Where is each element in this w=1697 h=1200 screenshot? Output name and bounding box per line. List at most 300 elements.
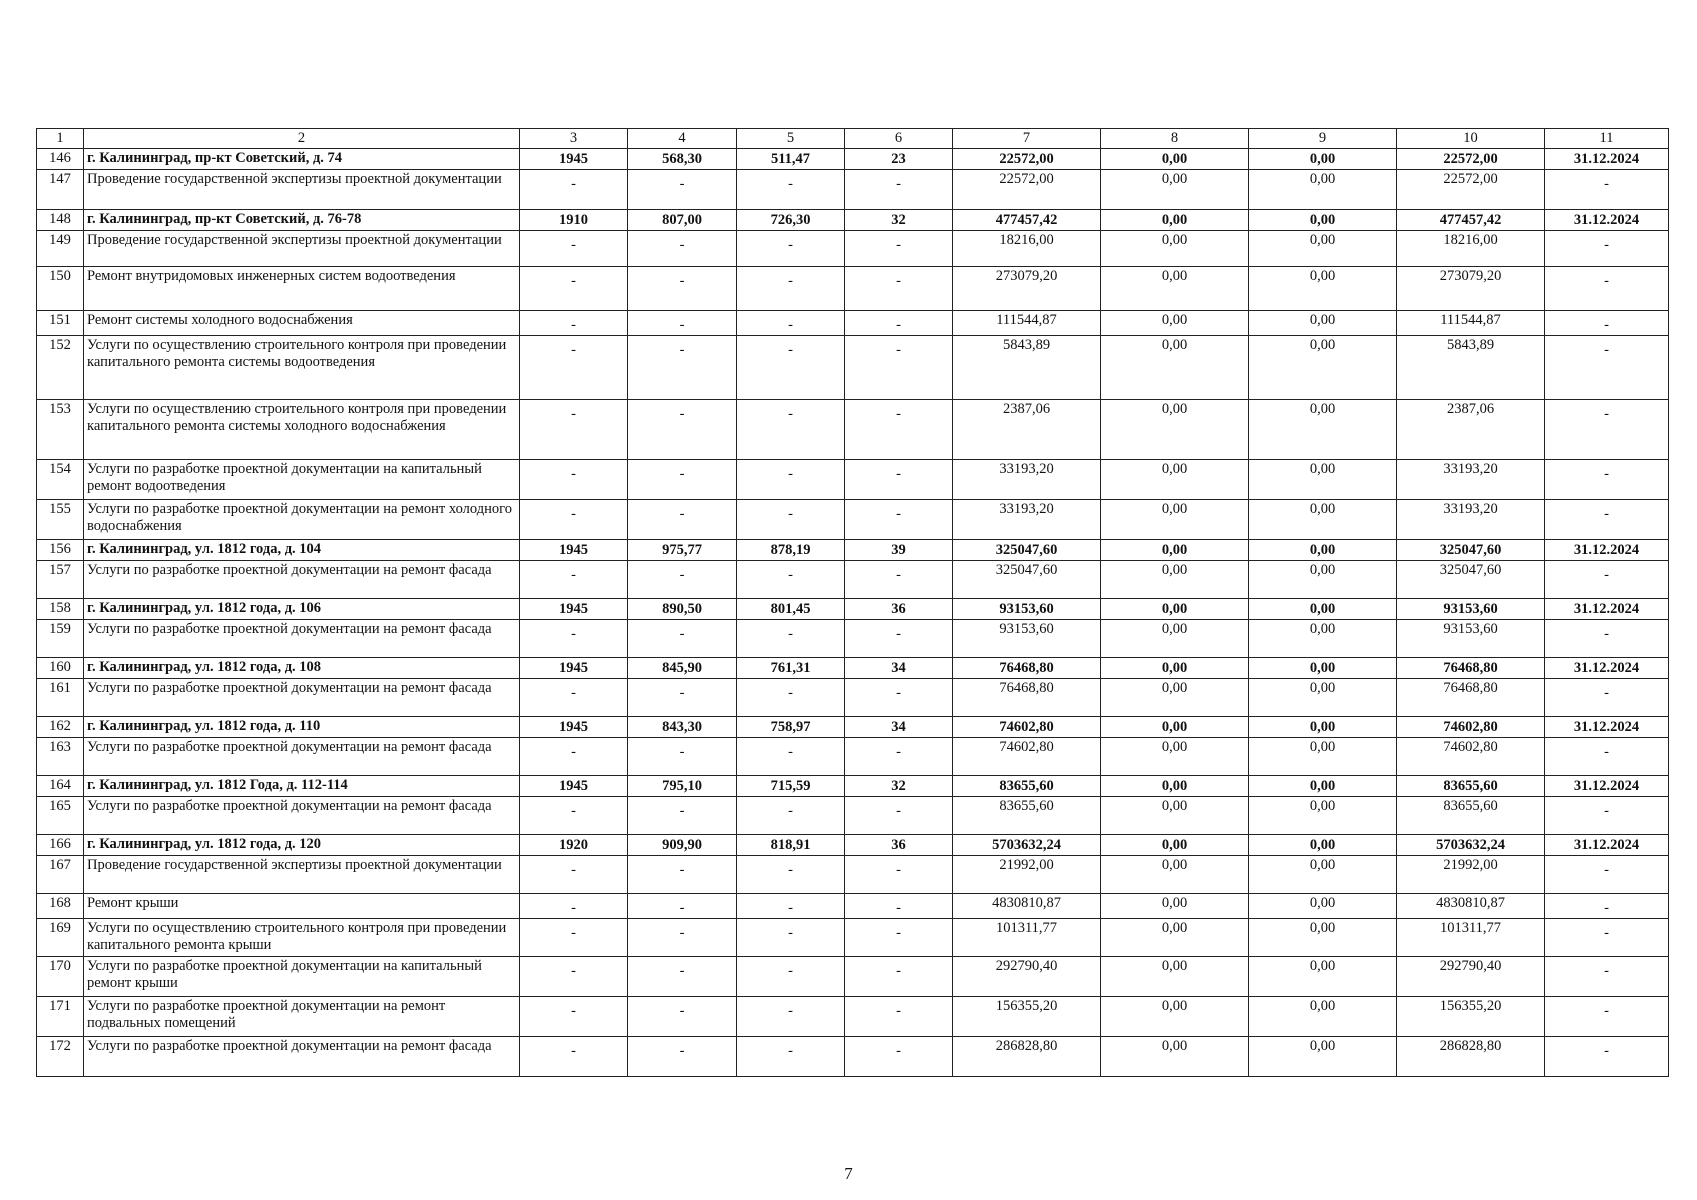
year-cell: -: [520, 738, 628, 776]
cost-fund-b-cell: 0,00: [1249, 620, 1397, 658]
address-row: [37, 599, 1669, 620]
year-cell: -: [520, 620, 628, 658]
row-number-cell: 154: [37, 460, 84, 500]
cost-owners-cell: 101311,77: [1397, 919, 1545, 957]
cost-total-cell: 292790,40: [953, 957, 1101, 997]
cost-fund-a-cell: 0,00: [1101, 717, 1249, 738]
year-cell: -: [520, 170, 628, 210]
work-row: [37, 919, 1669, 957]
cost-fund-a-cell: 0,00: [1101, 738, 1249, 776]
deadline-cell: 31.12.2024: [1545, 210, 1669, 231]
year-cell: 1945: [520, 599, 628, 620]
deadline-cell: -: [1545, 1037, 1669, 1077]
work-row: [37, 997, 1669, 1037]
residents-cell: -: [845, 679, 953, 717]
area-total-cell: -: [628, 561, 737, 599]
cost-fund-a-cell: 0,00: [1101, 919, 1249, 957]
description-cell: Ремонт крыши: [84, 894, 520, 919]
residents-cell: -: [845, 500, 953, 540]
cost-owners-cell: 22572,00: [1397, 149, 1545, 170]
cost-fund-a-cell: 0,00: [1101, 267, 1249, 311]
cost-total-cell: 76468,80: [953, 658, 1101, 679]
work-row: [37, 856, 1669, 894]
cost-owners-cell: 74602,80: [1397, 738, 1545, 776]
cost-total-cell: 477457,42: [953, 210, 1101, 231]
residents-cell: -: [845, 957, 953, 997]
area-living-cell: 801,45: [737, 599, 845, 620]
area-total-cell: 568,30: [628, 149, 737, 170]
area-living-cell: -: [737, 1037, 845, 1077]
deadline-cell: -: [1545, 231, 1669, 267]
area-total-cell: 807,00: [628, 210, 737, 231]
cost-fund-b-cell: 0,00: [1249, 835, 1397, 856]
row-number-cell: 151: [37, 311, 84, 336]
area-total-cell: 843,30: [628, 717, 737, 738]
work-row: [37, 170, 1669, 210]
year-cell: -: [520, 267, 628, 311]
cost-fund-b-cell: 0,00: [1249, 658, 1397, 679]
area-living-cell: -: [737, 894, 845, 919]
address-row: [37, 210, 1669, 231]
area-living-cell: -: [737, 400, 845, 460]
address-row: [37, 658, 1669, 679]
description-cell: г. Калининград, ул. 1812 года, д. 110: [84, 717, 520, 738]
cost-owners-cell: 76468,80: [1397, 658, 1545, 679]
description-cell: г. Калининград, ул. 1812 года, д. 120: [84, 835, 520, 856]
area-living-cell: 761,31: [737, 658, 845, 679]
area-living-cell: -: [737, 336, 845, 400]
area-total-cell: -: [628, 738, 737, 776]
cost-fund-b-cell: 0,00: [1249, 679, 1397, 717]
area-total-cell: -: [628, 336, 737, 400]
year-cell: -: [520, 894, 628, 919]
cost-owners-cell: 325047,60: [1397, 561, 1545, 599]
cost-fund-b-cell: 0,00: [1249, 856, 1397, 894]
description-cell: Услуги по разработке проектной документации на ремонт фасада: [84, 561, 520, 599]
year-cell: -: [520, 500, 628, 540]
cost-fund-b-cell: 0,00: [1249, 919, 1397, 957]
cost-fund-a-cell: 0,00: [1101, 311, 1249, 336]
cost-owners-cell: 74602,80: [1397, 717, 1545, 738]
year-cell: -: [520, 679, 628, 717]
cost-fund-a-cell: 0,00: [1101, 776, 1249, 797]
residents-cell: -: [845, 336, 953, 400]
deadline-cell: -: [1545, 170, 1669, 210]
area-total-cell: -: [628, 797, 737, 835]
cost-fund-a-cell: 0,00: [1101, 599, 1249, 620]
area-total-cell: -: [628, 1037, 737, 1077]
deadline-cell: 31.12.2024: [1545, 776, 1669, 797]
year-cell: -: [520, 400, 628, 460]
cost-fund-a-cell: 0,00: [1101, 336, 1249, 400]
residents-cell: -: [845, 400, 953, 460]
row-number-cell: 156: [37, 540, 84, 561]
work-row: [37, 267, 1669, 311]
residents-cell: 34: [845, 717, 953, 738]
cost-total-cell: 93153,60: [953, 599, 1101, 620]
area-living-cell: -: [737, 311, 845, 336]
residents-cell: -: [845, 620, 953, 658]
area-living-cell: -: [737, 919, 845, 957]
address-row: [37, 540, 1669, 561]
cost-owners-cell: 22572,00: [1397, 170, 1545, 210]
work-row: [37, 336, 1669, 400]
residents-cell: 32: [845, 210, 953, 231]
year-cell: -: [520, 997, 628, 1037]
cost-fund-a-cell: 0,00: [1101, 894, 1249, 919]
work-row: [37, 620, 1669, 658]
cost-total-cell: 325047,60: [953, 561, 1101, 599]
cost-fund-a-cell: 0,00: [1101, 170, 1249, 210]
deadline-cell: 31.12.2024: [1545, 599, 1669, 620]
cost-owners-cell: 325047,60: [1397, 540, 1545, 561]
row-number-cell: 172: [37, 1037, 84, 1077]
area-living-cell: 511,47: [737, 149, 845, 170]
area-total-cell: 795,10: [628, 776, 737, 797]
residents-cell: 23: [845, 149, 953, 170]
cost-fund-b-cell: 0,00: [1249, 336, 1397, 400]
area-living-cell: -: [737, 856, 845, 894]
column-number-10: 10: [1397, 129, 1545, 149]
deadline-cell: -: [1545, 679, 1669, 717]
work-row: [37, 679, 1669, 717]
deadline-cell: -: [1545, 919, 1669, 957]
work-row: [37, 894, 1669, 919]
deadline-cell: 31.12.2024: [1545, 835, 1669, 856]
description-cell: Ремонт внутридомовых инженерных систем водоотведения: [84, 267, 520, 311]
year-cell: 1945: [520, 149, 628, 170]
column-number-row: [37, 129, 1669, 149]
cost-owners-cell: 5703632,24: [1397, 835, 1545, 856]
area-living-cell: 715,59: [737, 776, 845, 797]
cost-owners-cell: 18216,00: [1397, 231, 1545, 267]
area-living-cell: 726,30: [737, 210, 845, 231]
year-cell: -: [520, 1037, 628, 1077]
residents-cell: 34: [845, 658, 953, 679]
residents-cell: 36: [845, 599, 953, 620]
area-living-cell: -: [737, 797, 845, 835]
area-total-cell: 845,90: [628, 658, 737, 679]
cost-owners-cell: 286828,80: [1397, 1037, 1545, 1077]
residents-cell: -: [845, 311, 953, 336]
deadline-cell: -: [1545, 957, 1669, 997]
residents-cell: -: [845, 231, 953, 267]
deadline-cell: -: [1545, 311, 1669, 336]
area-total-cell: -: [628, 231, 737, 267]
deadline-cell: -: [1545, 894, 1669, 919]
cost-owners-cell: 5843,89: [1397, 336, 1545, 400]
data-table: [36, 128, 1669, 1077]
cost-total-cell: 4830810,87: [953, 894, 1101, 919]
cost-total-cell: 286828,80: [953, 1037, 1101, 1077]
cost-fund-a-cell: 0,00: [1101, 620, 1249, 658]
description-cell: Услуги по осуществлению строительного контроля при проведении капитального ремонта системы холодного водоснабжения: [84, 400, 520, 460]
description-cell: Услуги по осуществлению строительного контроля при проведении капитального ремонта крыши: [84, 919, 520, 957]
cost-fund-b-cell: 0,00: [1249, 561, 1397, 599]
work-row: [37, 311, 1669, 336]
area-total-cell: -: [628, 620, 737, 658]
cost-fund-a-cell: 0,00: [1101, 856, 1249, 894]
cost-owners-cell: 33193,20: [1397, 500, 1545, 540]
year-cell: 1920: [520, 835, 628, 856]
residents-cell: -: [845, 894, 953, 919]
cost-total-cell: 325047,60: [953, 540, 1101, 561]
year-cell: 1945: [520, 717, 628, 738]
area-living-cell: 818,91: [737, 835, 845, 856]
column-number-9: 9: [1249, 129, 1397, 149]
deadline-cell: -: [1545, 400, 1669, 460]
page-number: 7: [844, 1164, 853, 1183]
cost-fund-a-cell: 0,00: [1101, 460, 1249, 500]
cost-total-cell: 93153,60: [953, 620, 1101, 658]
deadline-cell: -: [1545, 267, 1669, 311]
year-cell: -: [520, 957, 628, 997]
cost-fund-a-cell: 0,00: [1101, 500, 1249, 540]
address-row: [37, 835, 1669, 856]
row-number-cell: 162: [37, 717, 84, 738]
cost-owners-cell: 477457,42: [1397, 210, 1545, 231]
year-cell: 1945: [520, 776, 628, 797]
description-cell: г. Калининград, пр-кт Советский, д. 76-78: [84, 210, 520, 231]
year-cell: -: [520, 231, 628, 267]
year-cell: 1910: [520, 210, 628, 231]
year-cell: -: [520, 561, 628, 599]
column-number-2: 2: [84, 129, 520, 149]
cost-owners-cell: 156355,20: [1397, 997, 1545, 1037]
address-row: [37, 717, 1669, 738]
area-living-cell: -: [737, 679, 845, 717]
deadline-cell: -: [1545, 336, 1669, 400]
description-cell: Услуги по разработке проектной документации на ремонт фасада: [84, 797, 520, 835]
area-total-cell: -: [628, 919, 737, 957]
cost-total-cell: 74602,80: [953, 717, 1101, 738]
residents-cell: -: [845, 797, 953, 835]
residents-cell: -: [845, 267, 953, 311]
area-living-cell: 878,19: [737, 540, 845, 561]
cost-fund-a-cell: 0,00: [1101, 400, 1249, 460]
area-living-cell: -: [737, 620, 845, 658]
cost-fund-a-cell: 0,00: [1101, 561, 1249, 599]
row-number-cell: 149: [37, 231, 84, 267]
cost-fund-a-cell: 0,00: [1101, 540, 1249, 561]
column-number-4: 4: [628, 129, 737, 149]
cost-fund-b-cell: 0,00: [1249, 997, 1397, 1037]
cost-fund-b-cell: 0,00: [1249, 311, 1397, 336]
description-cell: Услуги по разработке проектной документации на ремонт фасада: [84, 679, 520, 717]
area-total-cell: -: [628, 856, 737, 894]
cost-total-cell: 22572,00: [953, 170, 1101, 210]
table-body: [37, 129, 1669, 1077]
cost-total-cell: 156355,20: [953, 997, 1101, 1037]
description-cell: Услуги по разработке проектной документации на ремонт холодного водоснабжения: [84, 500, 520, 540]
row-number-cell: 147: [37, 170, 84, 210]
cost-owners-cell: 83655,60: [1397, 776, 1545, 797]
deadline-cell: -: [1545, 460, 1669, 500]
area-total-cell: -: [628, 957, 737, 997]
residents-cell: 32: [845, 776, 953, 797]
cost-total-cell: 21992,00: [953, 856, 1101, 894]
cost-fund-a-cell: 0,00: [1101, 210, 1249, 231]
residents-cell: -: [845, 856, 953, 894]
year-cell: -: [520, 460, 628, 500]
row-number-cell: 152: [37, 336, 84, 400]
cost-total-cell: 273079,20: [953, 267, 1101, 311]
area-living-cell: -: [737, 460, 845, 500]
row-number-cell: 158: [37, 599, 84, 620]
description-cell: г. Калининград, ул. 1812 Года, д. 112-114: [84, 776, 520, 797]
cost-fund-a-cell: 0,00: [1101, 957, 1249, 997]
deadline-cell: 31.12.2024: [1545, 658, 1669, 679]
description-cell: Проведение государственной экспертизы проектной документации: [84, 856, 520, 894]
description-cell: Услуги по разработке проектной документации на ремонт фасада: [84, 620, 520, 658]
area-total-cell: -: [628, 400, 737, 460]
cost-total-cell: 83655,60: [953, 776, 1101, 797]
residents-cell: 39: [845, 540, 953, 561]
column-number-3: 3: [520, 129, 628, 149]
year-cell: -: [520, 311, 628, 336]
area-living-cell: -: [737, 561, 845, 599]
cost-owners-cell: 93153,60: [1397, 599, 1545, 620]
cost-owners-cell: 2387,06: [1397, 400, 1545, 460]
cost-fund-a-cell: 0,00: [1101, 835, 1249, 856]
cost-total-cell: 101311,77: [953, 919, 1101, 957]
description-cell: Услуги по разработке проектной документации на ремонт фасада: [84, 1037, 520, 1077]
deadline-cell: 31.12.2024: [1545, 540, 1669, 561]
deadline-cell: -: [1545, 738, 1669, 776]
cost-fund-b-cell: 0,00: [1249, 170, 1397, 210]
cost-fund-b-cell: 0,00: [1249, 540, 1397, 561]
work-row: [37, 1037, 1669, 1077]
row-number-cell: 165: [37, 797, 84, 835]
row-number-cell: 166: [37, 835, 84, 856]
deadline-cell: 31.12.2024: [1545, 149, 1669, 170]
row-number-cell: 170: [37, 957, 84, 997]
area-total-cell: -: [628, 170, 737, 210]
year-cell: -: [520, 797, 628, 835]
cost-fund-b-cell: 0,00: [1249, 957, 1397, 997]
residents-cell: -: [845, 1037, 953, 1077]
row-number-cell: 153: [37, 400, 84, 460]
cost-fund-b-cell: 0,00: [1249, 797, 1397, 835]
deadline-cell: -: [1545, 561, 1669, 599]
row-number-cell: 169: [37, 919, 84, 957]
row-number-cell: 157: [37, 561, 84, 599]
area-living-cell: -: [737, 738, 845, 776]
cost-fund-b-cell: 0,00: [1249, 500, 1397, 540]
row-number-cell: 155: [37, 500, 84, 540]
cost-fund-b-cell: 0,00: [1249, 599, 1397, 620]
residents-cell: 36: [845, 835, 953, 856]
description-cell: Услуги по разработке проектной документации на капитальный ремонт водоотведения: [84, 460, 520, 500]
work-row: [37, 400, 1669, 460]
deadline-cell: -: [1545, 620, 1669, 658]
cost-fund-b-cell: 0,00: [1249, 149, 1397, 170]
area-total-cell: -: [628, 500, 737, 540]
residents-cell: -: [845, 170, 953, 210]
cost-fund-b-cell: 0,00: [1249, 894, 1397, 919]
deadline-cell: 31.12.2024: [1545, 717, 1669, 738]
cost-total-cell: 76468,80: [953, 679, 1101, 717]
row-number-cell: 171: [37, 997, 84, 1037]
cost-fund-b-cell: 0,00: [1249, 717, 1397, 738]
area-total-cell: -: [628, 894, 737, 919]
description-cell: Услуги по разработке проектной документации на капитальный ремонт крыши: [84, 957, 520, 997]
cost-total-cell: 111544,87: [953, 311, 1101, 336]
area-living-cell: -: [737, 170, 845, 210]
cost-owners-cell: 93153,60: [1397, 620, 1545, 658]
cost-owners-cell: 83655,60: [1397, 797, 1545, 835]
row-number-cell: 168: [37, 894, 84, 919]
cost-total-cell: 22572,00: [953, 149, 1101, 170]
column-number-5: 5: [737, 129, 845, 149]
work-row: [37, 957, 1669, 997]
year-cell: 1945: [520, 540, 628, 561]
work-row: [37, 561, 1669, 599]
row-number-cell: 150: [37, 267, 84, 311]
row-number-cell: 161: [37, 679, 84, 717]
work-row: [37, 738, 1669, 776]
area-total-cell: -: [628, 997, 737, 1037]
area-living-cell: -: [737, 997, 845, 1037]
cost-fund-a-cell: 0,00: [1101, 997, 1249, 1037]
deadline-cell: -: [1545, 997, 1669, 1037]
cost-total-cell: 5703632,24: [953, 835, 1101, 856]
column-number-7: 7: [953, 129, 1101, 149]
column-number-6: 6: [845, 129, 953, 149]
cost-fund-a-cell: 0,00: [1101, 1037, 1249, 1077]
work-row: [37, 500, 1669, 540]
row-number-cell: 159: [37, 620, 84, 658]
address-row: [37, 776, 1669, 797]
cost-total-cell: 83655,60: [953, 797, 1101, 835]
description-cell: г. Калининград, пр-кт Советский, д. 74: [84, 149, 520, 170]
cost-fund-b-cell: 0,00: [1249, 776, 1397, 797]
cost-owners-cell: 111544,87: [1397, 311, 1545, 336]
area-living-cell: -: [737, 500, 845, 540]
area-living-cell: -: [737, 231, 845, 267]
description-cell: г. Калининград, ул. 1812 года, д. 104: [84, 540, 520, 561]
area-total-cell: -: [628, 267, 737, 311]
area-total-cell: 909,90: [628, 835, 737, 856]
cost-owners-cell: 4830810,87: [1397, 894, 1545, 919]
description-cell: Услуги по осуществлению строительного контроля при проведении капитального ремонта системы водоотведения: [84, 336, 520, 400]
area-total-cell: -: [628, 460, 737, 500]
area-total-cell: -: [628, 311, 737, 336]
cost-total-cell: 74602,80: [953, 738, 1101, 776]
cost-fund-b-cell: 0,00: [1249, 1037, 1397, 1077]
cost-fund-b-cell: 0,00: [1249, 267, 1397, 311]
address-row: [37, 149, 1669, 170]
cost-owners-cell: 273079,20: [1397, 267, 1545, 311]
deadline-cell: -: [1545, 797, 1669, 835]
row-number-cell: 160: [37, 658, 84, 679]
cost-owners-cell: 21992,00: [1397, 856, 1545, 894]
work-row: [37, 460, 1669, 500]
work-row: [37, 797, 1669, 835]
row-number-cell: 146: [37, 149, 84, 170]
deadline-cell: -: [1545, 500, 1669, 540]
cost-total-cell: 33193,20: [953, 460, 1101, 500]
row-number-cell: 164: [37, 776, 84, 797]
area-living-cell: -: [737, 267, 845, 311]
column-number-1: 1: [37, 129, 84, 149]
description-cell: Проведение государственной экспертизы проектной документации: [84, 170, 520, 210]
area-total-cell: 975,77: [628, 540, 737, 561]
cost-fund-b-cell: 0,00: [1249, 400, 1397, 460]
cost-total-cell: 33193,20: [953, 500, 1101, 540]
cost-owners-cell: 33193,20: [1397, 460, 1545, 500]
cost-fund-a-cell: 0,00: [1101, 797, 1249, 835]
